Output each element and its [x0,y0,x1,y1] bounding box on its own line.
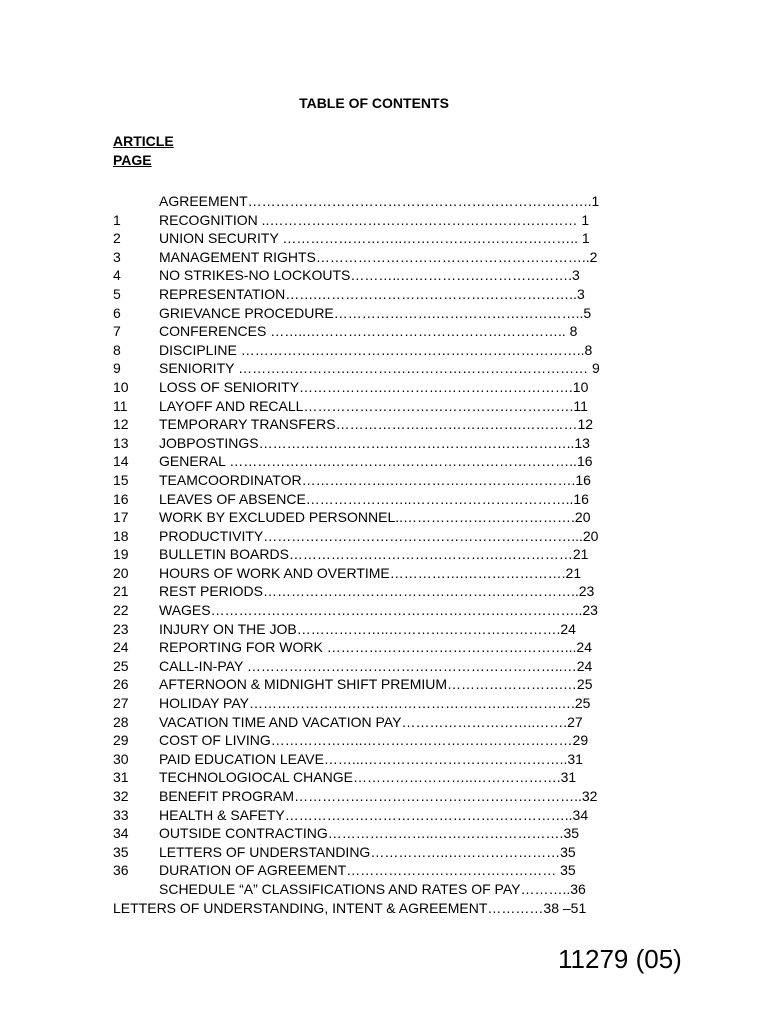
toc-article-number: 21 [113,583,129,600]
toc-article-number: 23 [113,620,129,637]
toc-entry [113,266,643,285]
toc-entry [113,248,643,267]
toc-entry-text: DURATION OF AGREEMENT……………………………………… 35 [159,862,576,879]
toc-entry-text: GENERAL ………………….……………………………………………..16 [159,453,593,470]
toc-article-number: 25 [113,657,129,674]
toc-entry [113,657,643,676]
toc-entry [113,843,643,862]
toc-entry [113,359,643,378]
toc-entry [113,471,643,490]
toc-article-number: 26 [113,676,129,693]
toc-article-number: 5 [113,285,121,302]
toc-entry [113,806,643,825]
toc-entry [113,341,643,360]
toc-article-number: 32 [113,788,129,804]
toc-article-number: 6 [113,304,121,321]
toc-entry-text: NO STRIKES-NO LOCKOUTS………..……………………………….3 [159,267,580,284]
table-of-contents [113,192,643,917]
column-header-page: PAGE [113,152,152,168]
toc-article-number: 34 [113,825,129,842]
toc-article-number: 36 [113,862,129,879]
toc-entry-text: WAGES……………………………………………………………………..23 [159,602,598,619]
toc-entry [113,434,643,453]
toc-entry [113,768,643,787]
toc-entry-text: TECHNOLOGIOCAL CHANGE……………………..……………….31 [159,769,577,786]
toc-entry-text: MANAGEMENT RIGHTS…………………………………………………..2 [159,248,598,265]
toc-article-number: 33 [113,806,129,823]
toc-entry-text: DISCIPLINE ………………………………………………………………..8 [159,341,593,358]
toc-entry [113,508,643,527]
toc-entry-text: SENIORITY ………………………………………………………………… 9 [159,360,600,377]
toc-article-number: 18 [113,527,129,544]
toc-entry-text: REST PERIODS…………………………………………………………..23 [159,583,595,600]
toc-article-number: 4 [113,267,121,284]
toc-entry-text: VACATION TIME AND VACATION PAY………………………..…….27 [159,713,583,730]
toc-article-number: 20 [113,564,129,581]
toc-article-number: 24 [113,639,129,656]
toc-article-number: 15 [113,471,129,488]
toc-article-number: 11 [113,397,128,414]
toc-article-number: 30 [113,750,129,767]
toc-entry-text: BENEFIT PROGRAM……………………………………………………..32 [159,788,598,804]
toc-article-number: 12 [113,416,129,433]
toc-article-number: 28 [113,713,129,730]
toc-entry-text: SCHEDULE “A” CLASSIFICATIONS AND RATES OF PAY………..36 [159,880,586,897]
toc-article-number: 35 [113,843,129,860]
toc-article-number: 3 [113,248,121,265]
toc-entry-text: LEAVES OF ABSENCE…………………..……………………………..16 [159,490,589,507]
toc-article-number: 2 [113,230,121,247]
toc-entry [113,620,643,639]
toc-entry [113,750,643,769]
toc-entry-text: TEAMCOORDINATOR……………….………………………………….16 [159,471,591,488]
toc-entry-text: PAID EDUCATION LEAVE……...……………………………………..31 [159,750,583,767]
toc-closing-text: LETTERS OF UNDERSTANDING, INTENT & AGREEMENT…………38 –51 [113,899,587,916]
toc-entry-text: REPORTING FOR WORK ……………………………………………...24 [159,639,592,656]
form-code: 11279 (05) [558,944,682,974]
toc-entry-text: UNION SECURITY ……………………..……………………………….. 1 [159,230,590,247]
toc-entry [113,304,643,323]
toc-article-number: 17 [113,509,129,526]
toc-article-number: 7 [113,323,121,340]
toc-entry-text: OUTSIDE CONTRACTING…………………..……………………….35 [159,825,580,842]
toc-entry-text: CALL-IN-PAY …………………………………………………………..…24 [159,657,593,674]
toc-entry [113,638,643,657]
toc-entry [113,582,643,601]
toc-entry-text: LAYOFF AND RECALL………………………………………………….11 [159,397,588,414]
toc-entry-text: AGREEMENT………………………………………………………………..1 [159,193,600,209]
toc-entry-text: HEALTH & SAFETY……………………………………………………..34 [159,806,589,823]
toc-entry [113,713,643,732]
toc-entry [113,415,643,434]
toc-entry [113,192,643,211]
toc-entry-text: JOBPOSTINGS…………………………………………………………..13 [159,434,590,451]
toc-entry [113,545,643,564]
toc-entry-text: BULLETIN BOARDS……………………………………….……………21 [159,546,589,563]
toc-article-number: 19 [113,546,129,563]
toc-entry [113,229,643,248]
toc-entry [113,601,643,620]
toc-entry [113,378,643,397]
toc-entry [113,490,643,509]
toc-article-number: 31 [113,769,129,786]
toc-entry [113,731,643,750]
toc-entry-text: CONFERENCES ……..……………………………………………….. 8 [159,323,578,340]
toc-entry [113,527,643,546]
toc-article-number: 10 [113,378,129,395]
toc-entry [113,694,643,713]
toc-entry [113,564,643,583]
toc-entry-text: RECOGNITION ..………………………………………………………… 1 [159,211,590,228]
toc-article-number: 22 [113,602,129,619]
toc-entry [113,397,643,416]
toc-entry-text: WORK BY EXCLUDED PERSONNEL..……………………………….20 [159,509,591,526]
toc-closing-entry [113,899,643,918]
page-title: TABLE OF CONTENTS [299,95,449,111]
column-header-article: ARTICLE [113,133,174,149]
toc-article-number: 14 [113,453,129,470]
toc-entry [113,675,643,694]
toc-entry [113,452,643,471]
toc-entry [113,285,643,304]
toc-entry [113,861,643,880]
toc-entry-text: INJURY ON THE JOB………………..……………………………….24 [159,620,576,637]
toc-entry-text: TEMPORARY TRANSFERS………………………………….…………12 [159,416,594,433]
toc-entry-text: GRIEVANCE PROCEDURE………………….…………………………..5 [159,304,592,321]
toc-entry [113,211,643,230]
toc-article-number: 8 [113,341,121,358]
toc-entry [113,787,643,806]
toc-entry [113,880,643,899]
toc-entry-text: PRODUCTIVITY…………………………………………………………...20 [159,527,599,544]
toc-entry-text: LOSS OF SENIORITY……………….………………………………….10 [159,378,589,395]
toc-article-number: 16 [113,490,129,507]
toc-article-number: 27 [113,695,129,712]
toc-entry-text: COST OF LIVING………………..………………………………………29 [159,732,589,749]
toc-entry-text: LETTERS OF UNDERSTANDING……………..……………………35 [159,843,576,860]
toc-entry [113,824,643,843]
toc-article-number: 29 [113,732,129,749]
toc-entry [113,322,643,341]
toc-entry-text: REPRESENTATION…….………………………………………………..3 [159,285,585,302]
toc-article-number: 9 [113,360,121,377]
toc-entry-text: HOURS OF WORK AND OVERTIME…………….………………….21 [159,564,582,581]
toc-article-number: 1 [113,211,121,228]
toc-entry-text: AFTERNOON & MIDNIGHT SHIFT PREMIUM…………………….…25 [159,676,593,693]
toc-article-number: 13 [113,434,129,451]
toc-entry-text: HOLIDAY PAY…………………………………………………………….25 [159,695,591,712]
